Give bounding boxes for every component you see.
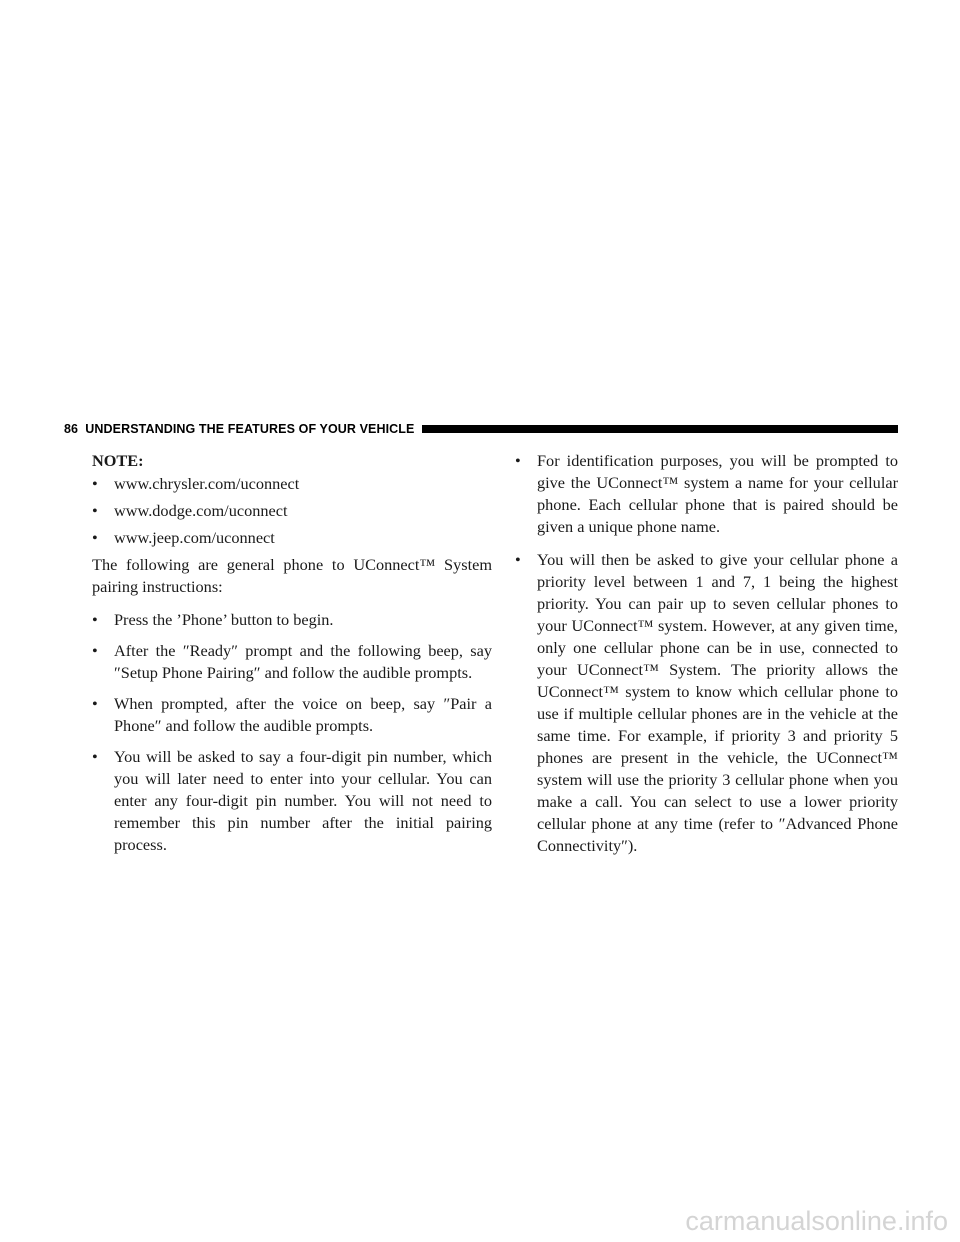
page-number: 86: [64, 422, 79, 436]
bullet-icon: •: [515, 451, 521, 470]
url-link[interactable]: www.jeep.com/uconnect: [114, 528, 275, 547]
bullet-icon: •: [92, 747, 98, 766]
bullet-icon: •: [92, 474, 98, 493]
header-rule: [422, 425, 898, 433]
pairing-step: [92, 746, 492, 856]
pairing-step: [92, 640, 492, 684]
pairing-steps-list-continued: [515, 450, 898, 857]
page-header-title: [64, 422, 414, 436]
pairing-step-text: For identification purposes, you will be prompted to give the UConnect™ system a name for your cellular phone. Each cellular phone that is paired should be given a unique phone name.: [537, 451, 898, 536]
pairing-step-text: You will then be asked to give your cellular phone a priority level between 1 and 7, 1 being the highest priority. You can pair up to seven cellular phones to your UConnect™ system. However, at any given time, only one cellular phone can be in use, connected to your UConnect™ System. The priority allows the UConnect™ system to know which cellular phone to use if multiple cellular phones are in the vehicle at the same time. For example, if priority 3 and priority 5 phones are present in the vehicle, the UConnect™ system will use the priority 3 cellular phone when you make a call. You can select to use a lower priority cellular phone at any time (refer to ″Advanced Phone Connectivity″).: [537, 550, 898, 855]
url-list-item: [92, 500, 492, 522]
pairing-step: [515, 450, 898, 538]
pairing-step: [92, 693, 492, 737]
pairing-step-text: You will be asked to say a four-digit pin number, which you will later need to enter into your cellular. You can enter any four-digit pin number. You will not need to remember this pin number after the initial pairing process.: [114, 747, 492, 854]
bullet-icon: •: [92, 528, 98, 547]
pairing-step: [515, 549, 898, 857]
section-title: UNDERSTANDING THE FEATURES OF YOUR VEHICLE: [85, 422, 415, 436]
intro-paragraph: The following are general phone to UConnect™ System pairing instructions:: [92, 555, 492, 596]
right-column: [515, 450, 898, 868]
pairing-step-text: When prompted, after the voice on beep, say ″Pair a Phone″ and follow the audible prompts.: [114, 694, 492, 735]
url-link[interactable]: www.chrysler.com/uconnect: [114, 474, 300, 493]
page-header: [64, 422, 898, 436]
pairing-step-text: Press the ’Phone’ button to begin.: [114, 610, 334, 629]
url-list: [92, 473, 492, 549]
bullet-icon: •: [92, 694, 98, 713]
pairing-step: [92, 609, 492, 631]
watermark: carmanualsonline.info: [685, 1206, 948, 1236]
bullet-icon: •: [515, 550, 521, 569]
bullet-icon: •: [92, 641, 98, 660]
note-heading: NOTE:: [92, 451, 144, 470]
pairing-steps-list: [92, 609, 492, 856]
bullet-icon: •: [92, 501, 98, 520]
left-column: [92, 450, 492, 865]
bullet-icon: •: [92, 610, 98, 629]
url-link[interactable]: www.dodge.com/uconnect: [114, 501, 288, 520]
pairing-step-text: After the ″Ready″ prompt and the following beep, say ″Setup Phone Pairing″ and follow the audible prompts.: [114, 641, 492, 682]
url-list-item: [92, 473, 492, 495]
url-list-item: [92, 527, 492, 549]
